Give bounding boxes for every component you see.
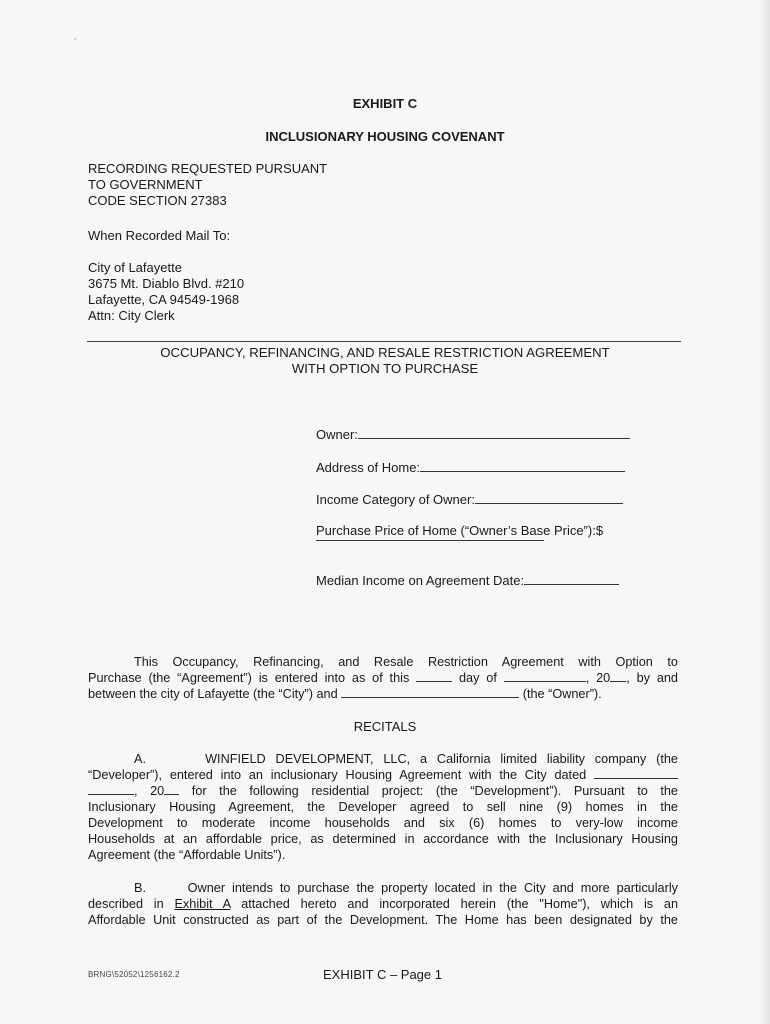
intro-line-2: Purchase (the “Agreement”) is entered into as of this day of , 20 , by and <box>88 671 678 685</box>
recording-line-1: RECORDING REQUESTED PURSUANT <box>88 161 328 176</box>
address-field <box>316 459 625 475</box>
agreement-title <box>0 345 770 377</box>
recital-b <box>88 880 678 928</box>
divider-line <box>87 341 681 342</box>
intro-paragraph <box>88 654 678 702</box>
median-income-field <box>316 572 619 588</box>
scan-speck <box>74 38 76 40</box>
agreement-title-line-2: WITH OPTION TO PURCHASE <box>291 361 479 376</box>
income-category-field <box>316 491 623 507</box>
recital-a-line-3: , 20 for the following residential project: (the “Development”). Pursuant to the <box>88 783 678 799</box>
address-blank[interactable] <box>420 459 625 472</box>
agreement-title-line-1: OCCUPANCY, REFINANCING, AND RESALE RESTRICTION AGREEMENT <box>160 345 610 360</box>
income-category-blank[interactable] <box>475 491 623 504</box>
recital-b-line-2: described in Exhibit A attached hereto and incorporated herein (the "Home"), which is an <box>88 897 679 911</box>
median-income-blank[interactable] <box>524 572 619 585</box>
footer-page-number: EXHIBIT C – Page 1 <box>323 967 442 982</box>
page-edge-shadow <box>760 0 770 1024</box>
mail-to-street: 3675 Mt. Diablo Blvd. #210 <box>88 276 245 291</box>
address-label: Address of Home: <box>316 460 421 475</box>
recitals-heading: RECITALS <box>353 719 417 734</box>
mail-to-city: Lafayette, CA 94549-1968 <box>88 292 240 307</box>
recital-a-line-1: A. WINFIELD DEVELOPMENT, LLC, a California limited liability company (the <box>134 752 678 766</box>
exhibit-a-link[interactable]: Exhibit A <box>174 897 231 911</box>
recording-line-3: CODE SECTION 27383 <box>88 193 227 208</box>
recital-a-line-6: Households at an affordable price, as determined in accordance with the Inclusionary Housing <box>88 832 678 846</box>
recital-a-line-7: Agreement (the “Affordable Units”). <box>88 848 286 862</box>
mail-to-name: City of Lafayette <box>88 260 182 275</box>
recital-b-line-1: B. Owner intends to purchase the property located in the City and more particularly <box>134 881 678 895</box>
exhibit-label: EXHIBIT C <box>352 96 418 111</box>
intro-line-3: between the city of Lafayette (the “City”) and (the “Owner”). <box>88 687 602 701</box>
recital-b-line-3: Affordable Unit constructed as part of the Development. The Home has been designated by the <box>88 913 678 927</box>
footer-doc-id: BRNG\52052\1256162.2 <box>88 970 180 979</box>
owner-label: Owner: <box>316 427 358 442</box>
recital-a-line-5: Development to moderate income households and six (6) homes to very-low income <box>88 816 678 830</box>
owner-blank[interactable] <box>358 426 630 439</box>
purchase-price-blank[interactable] <box>316 540 544 541</box>
intro-line-1: This Occupancy, Refinancing, and Resale Restriction Agreement with Option to <box>134 655 678 669</box>
recital-a-line-4: Inclusionary Housing Agreement, the Developer agreed to sell nine (9) homes in the <box>88 800 678 814</box>
mail-to-address <box>88 260 244 324</box>
mail-to-attn: Attn: City Clerk <box>88 308 175 323</box>
purchase-price-label: Purchase Price of Home (“Owner’s Base Price”):$ <box>316 523 604 538</box>
recital-a-line-2: “Developer”), entered into an inclusionary Housing Agreement with the City dated <box>88 767 678 783</box>
recital-a <box>88 751 678 863</box>
purchase-price-field <box>316 523 603 538</box>
income-category-label: Income Category of Owner: <box>316 492 475 507</box>
owner-field <box>316 426 630 442</box>
recording-line-2: TO GOVERNMENT <box>88 177 203 192</box>
recording-block <box>88 161 327 209</box>
mail-to-label: When Recorded Mail To: <box>88 228 231 243</box>
median-income-label: Median Income on Agreement Date: <box>316 573 525 588</box>
document-title: INCLUSIONARY HOUSING COVENANT <box>265 129 505 144</box>
